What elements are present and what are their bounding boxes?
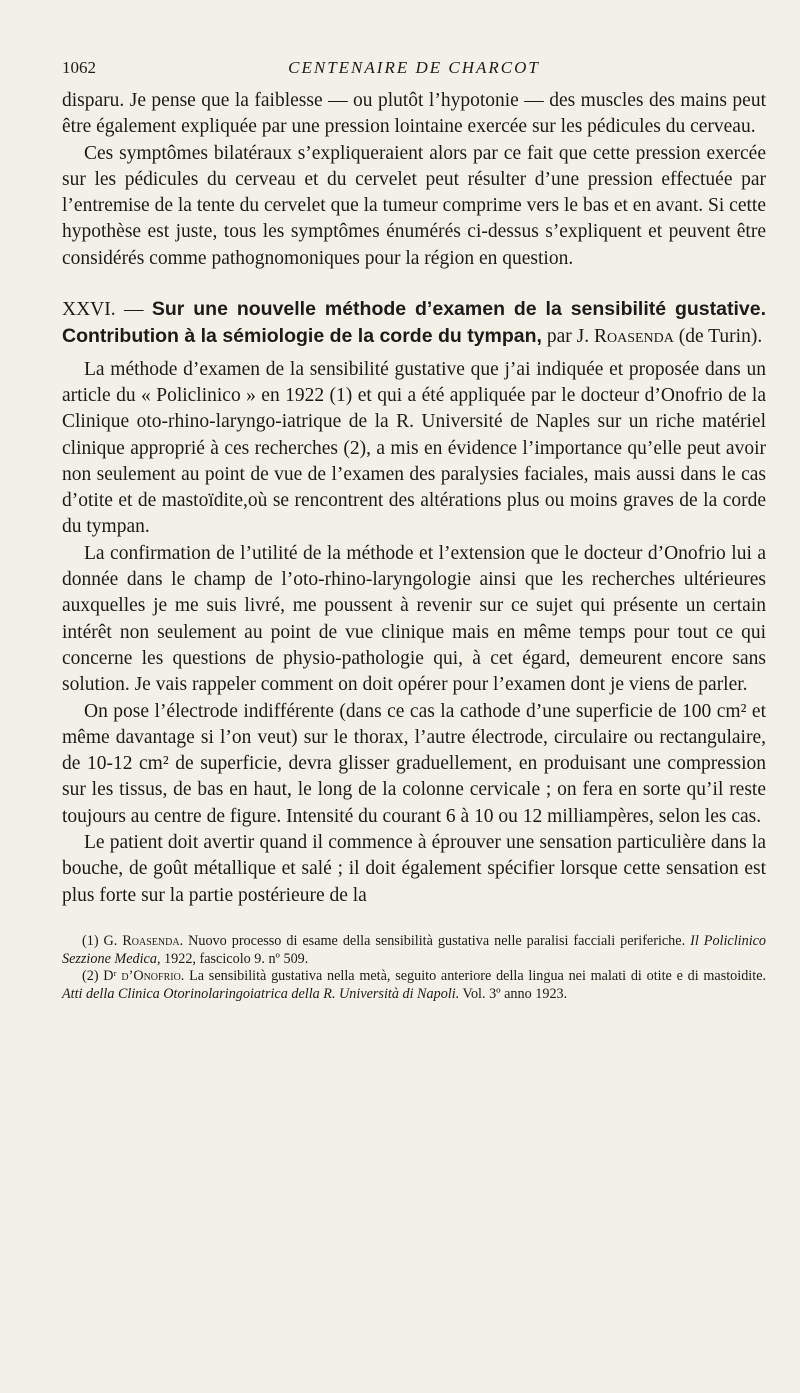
section-spacer: [62, 272, 766, 296]
footnote-2: [62, 968, 766, 1003]
page: [62, 58, 766, 1003]
paragraph-1: disparu. Je pense que la faiblesse — ou plutôt l’hypotonie — des muscles des mains peut être également expliquée par une pression lointaine exercée sur les pédicules du cerveau.: [62, 90, 766, 138]
section-author-prefix: par J.: [546, 326, 590, 348]
footnote-1-end: 1922, fascicolo 9. nº 509.: [164, 950, 309, 967]
paragraph-4: La confirmation de l’utilité de la méthode et l’extension que le docteur d’Onofrio lui a donnée dans le champ de l’oto-rhino-laryngologie ainsi que les recherches ultérieures auxquelles je me suis livré, me poussent à revenir sur ce sujet qui présente un certain intérêt non seulement au point de vue clinique mais en même temps pour tout ce qui concerne les questions de physio-pathologie qui, à cet égard, demeurent encore sans solution. Je vais rappeler comment on doit opérer pour l’examen dont je viens de parler.: [62, 542, 766, 696]
footnote-1-author: Roasenda.: [122, 932, 184, 949]
page-number: 1062: [62, 58, 96, 77]
footnote-2-text: La sensibilità gustativa nella metà, seguito anteriore della lingua nei malati di otite e di mastoidite.: [189, 968, 767, 985]
footnote-1: [62, 933, 766, 968]
section-heading: [62, 296, 766, 351]
footnote-2-author: d’Onofrio.: [121, 968, 185, 985]
paragraph-6: Le patient doit avertir quand il commence à éprouver une sensation particulière dans la bouche, de goût métallique et salé ; il doit également spécifier lorsque cette sensation est plus forte sur la partie postérieure de la: [62, 832, 766, 906]
paragraph-5: On pose l’électrode indifférente (dans ce cas la cathode d’une superficie de 100 cm² et même davantage si l’on veut) sur le thorax, l’autre électrode, circulaire ou rectangulaire, de 10-12 cm² de superficie, devra glisser graduellement, en produisant une compression sur les tissus, de bas en haut, le long de la colonne cervicale ; on fera en sorte qu’il reste toujours au centre de figure. Intensité du courant 6 à 10 ou 12 milliampères, selon les cas.: [62, 700, 766, 827]
section-number: XXVI. —: [62, 299, 144, 321]
footnote-1-text: Nuovo processo di esame della sensibilità gustativa nelle paralisi facciali periferiche.: [188, 932, 686, 949]
paragraph-2: Ces symptômes bilatéraux s’expliqueraient alors par ce fait que cette pression exercée sur les pédicules du cerveau et du cervelet peut résulter d’une pression effectuée par l’entremise de la tente du cervelet que la tumeur comprime vers le bas et en avant. Si cette hypothèse est juste, tous les symptômes énumérés ci-dessus s’expliquent et peuvent être considérés comme pathognomoniques pour la région en question.: [62, 142, 766, 269]
footnote-2-end: Vol. 3º anno 1923.: [462, 985, 568, 1002]
footnotes: [62, 933, 766, 1003]
running-head: [62, 58, 766, 88]
footnote-2-mark: (2) Dʳ: [82, 968, 117, 985]
running-title: CENTENAIRE DE CHARCOT: [288, 58, 540, 77]
section-author: Roasenda: [593, 326, 674, 348]
footnote-1-mark: (1) G.: [82, 932, 118, 949]
section-title: Sur une nouvelle méthode d’examen de la sensibilité gustative. Contribution à la sémiologie de la corde du tympan,: [62, 298, 767, 348]
section-author-suffix: (de Turin).: [678, 326, 763, 348]
footnote-1-journal: Il Policlinico Sezzione Medica,: [62, 932, 767, 967]
paragraph-3: La méthode d’examen de la sensibilité gustative que j’ai indiquée et proposée dans un article du « Policlinico » en 1922 (1) et qui a été appliquée par le docteur d’Onofrio de la Clinique oto-rhino-laryngo-iatrique de la R. Université de Naples sur un riche matériel clinique approprié à ces recherches (2), a mis en évidence l’importance qu’elle peut avoir non seulement au point de vue de l’examen des paralysies faciales, mais aussi dans le cas d’otite et de mastoïdite,où se rencontrent des altérations plus ou moins graves de la corde du tympan.: [62, 358, 766, 538]
footnote-2-journal: Atti della Clinica Otorinolaringoiatrica della R. Università di Napoli.: [62, 985, 460, 1002]
